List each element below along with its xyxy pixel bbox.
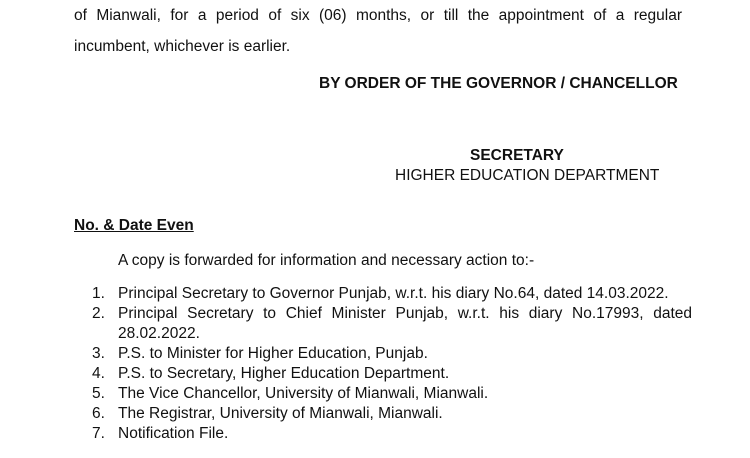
list-item-text-line-2: 28.02.2022. — [118, 325, 200, 342]
list-item-number: 2. — [92, 305, 105, 322]
signatory-department: HIGHER EDUCATION DEPARTMENT — [395, 167, 660, 184]
reference-heading: No. & Date Even — [74, 217, 194, 234]
order-line: BY ORDER OF THE GOVERNOR / CHANCELLOR — [319, 75, 678, 92]
list-item-text: The Vice Chancellor, University of Mianwali, Mianwali. — [118, 385, 489, 402]
list-item-number: 4. — [92, 365, 105, 382]
list-item-text: P.S. to Minister for Higher Education, Punjab. — [118, 345, 428, 362]
list-item — [92, 364, 692, 384]
list-item — [92, 344, 692, 364]
list-item — [92, 284, 692, 304]
list-item-number: 5. — [92, 385, 105, 402]
distribution-list — [92, 284, 692, 444]
body-paragraph-line-2: incumbent, whichever is earlier. — [74, 38, 291, 55]
list-item-text-line-1: Principal Secretary to Chief Minister Punjab, w.r.t. his diary No.17993, dated — [118, 305, 692, 322]
list-item-text — [118, 304, 692, 344]
signatory-title: SECRETARY — [470, 147, 564, 164]
list-item-text: Notification File. — [118, 425, 229, 442]
list-item-number: 1. — [92, 285, 105, 302]
list-item-number: 6. — [92, 405, 105, 422]
intro-text: A copy is forwarded for information and necessary action to:- — [118, 252, 535, 269]
list-item — [92, 404, 692, 424]
list-item-text: The Registrar, University of Mianwali, Mianwali. — [118, 405, 443, 422]
list-item-text: P.S. to Secretary, Higher Education Department. — [118, 365, 450, 382]
list-item-text: Principal Secretary to Governor Punjab, w.r.t. his diary No.64, dated 14.03.2022. — [118, 285, 669, 302]
list-item — [92, 384, 692, 404]
body-paragraph-line-1: of Mianwali, for a period of six (06) months, or till the appointment of a regular — [74, 7, 682, 24]
list-item — [92, 304, 692, 344]
body-paragraph — [74, 0, 682, 62]
list-item — [92, 424, 692, 444]
list-item-number: 7. — [92, 425, 105, 442]
list-item-number: 3. — [92, 345, 105, 362]
